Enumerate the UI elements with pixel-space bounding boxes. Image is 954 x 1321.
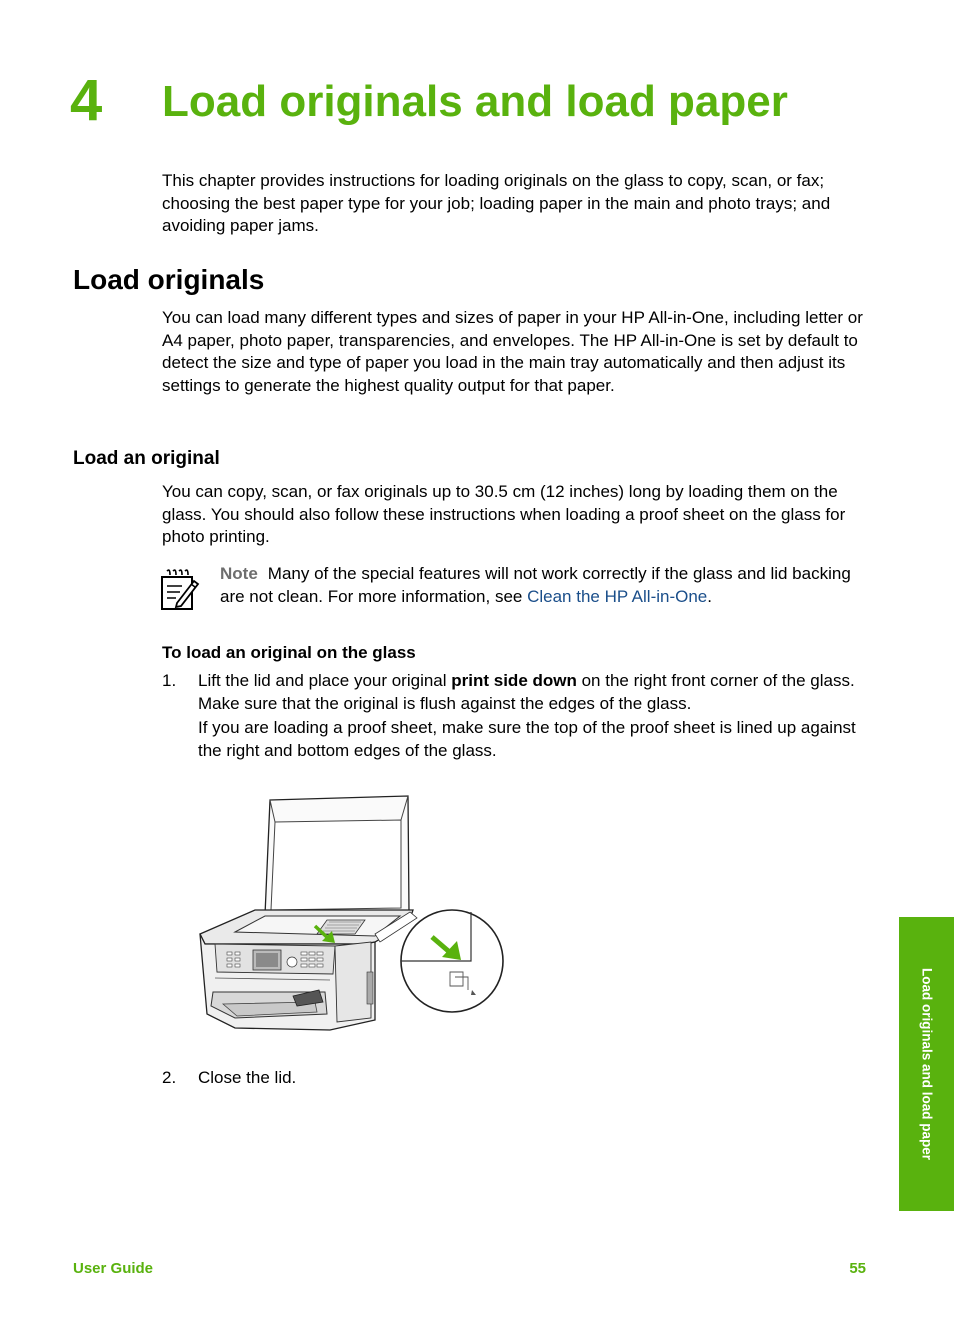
intro-paragraph: This chapter provides instructions for loading originals on the glass to copy, scan, or fax; choosing the best paper type for your job; loading paper in the main and photo trays; and avoiding paper jams. <box>162 171 831 236</box>
step-1-text <box>198 670 866 715</box>
footer-page-number: 55 <box>849 1260 866 1277</box>
section-body: You can load many different types and sizes of paper in your HP All-in-One, including letter or A4 paper, photo paper, transparencies, and envelopes. The HP All-in-One is set by default to detect the size and type of paper you load in the main tray automatically and then adjust its settings to generate the highest quality output for that paper. <box>162 308 863 395</box>
section-heading: Load originals <box>73 264 265 295</box>
step-1-after: on the right front corner of the glass. Make sure that the original is flush against the edges of the glass. <box>198 671 855 713</box>
scanner-illustration <box>195 792 507 1032</box>
note-pad-icon <box>160 567 200 611</box>
step-2-number: 2. <box>162 1068 177 1087</box>
chapter-number: 4 <box>70 68 103 133</box>
side-tab-label: Load originals and load paper <box>919 967 934 1161</box>
note-body: Many of the special features will not work correctly if the glass and lid backing are not clean. For more information, see <box>220 564 851 606</box>
step-1-number: 1. <box>162 671 177 690</box>
chapter-title: Load originals and load paper <box>162 77 788 126</box>
step-1-before: Lift the lid and place your original <box>198 671 452 690</box>
step-1-extra: If you are loading a proof sheet, make sure the top of the proof sheet is lined up against the right and bottom edges of the glass. <box>198 718 856 760</box>
footer-guide-title: User Guide <box>73 1260 154 1277</box>
note-end: . <box>707 586 712 606</box>
step-1-bold: print side down <box>451 671 577 690</box>
step-2-text: Close the lid. <box>198 1068 297 1087</box>
note-text <box>220 563 865 608</box>
procedure-heading: To load an original on the glass <box>162 643 416 662</box>
chapter-side-tab <box>899 917 954 1211</box>
clean-hp-link[interactable]: Clean the HP All-in-One <box>527 586 708 606</box>
note-label: Note <box>220 564 258 583</box>
subsection-heading: Load an original <box>73 448 220 469</box>
subsection-body: You can copy, scan, or fax originals up to 30.5 cm (12 inches) long by loading them on the glass. You should also follow these instructions when loading a proof sheet on the glass for photo printing. <box>162 482 846 547</box>
